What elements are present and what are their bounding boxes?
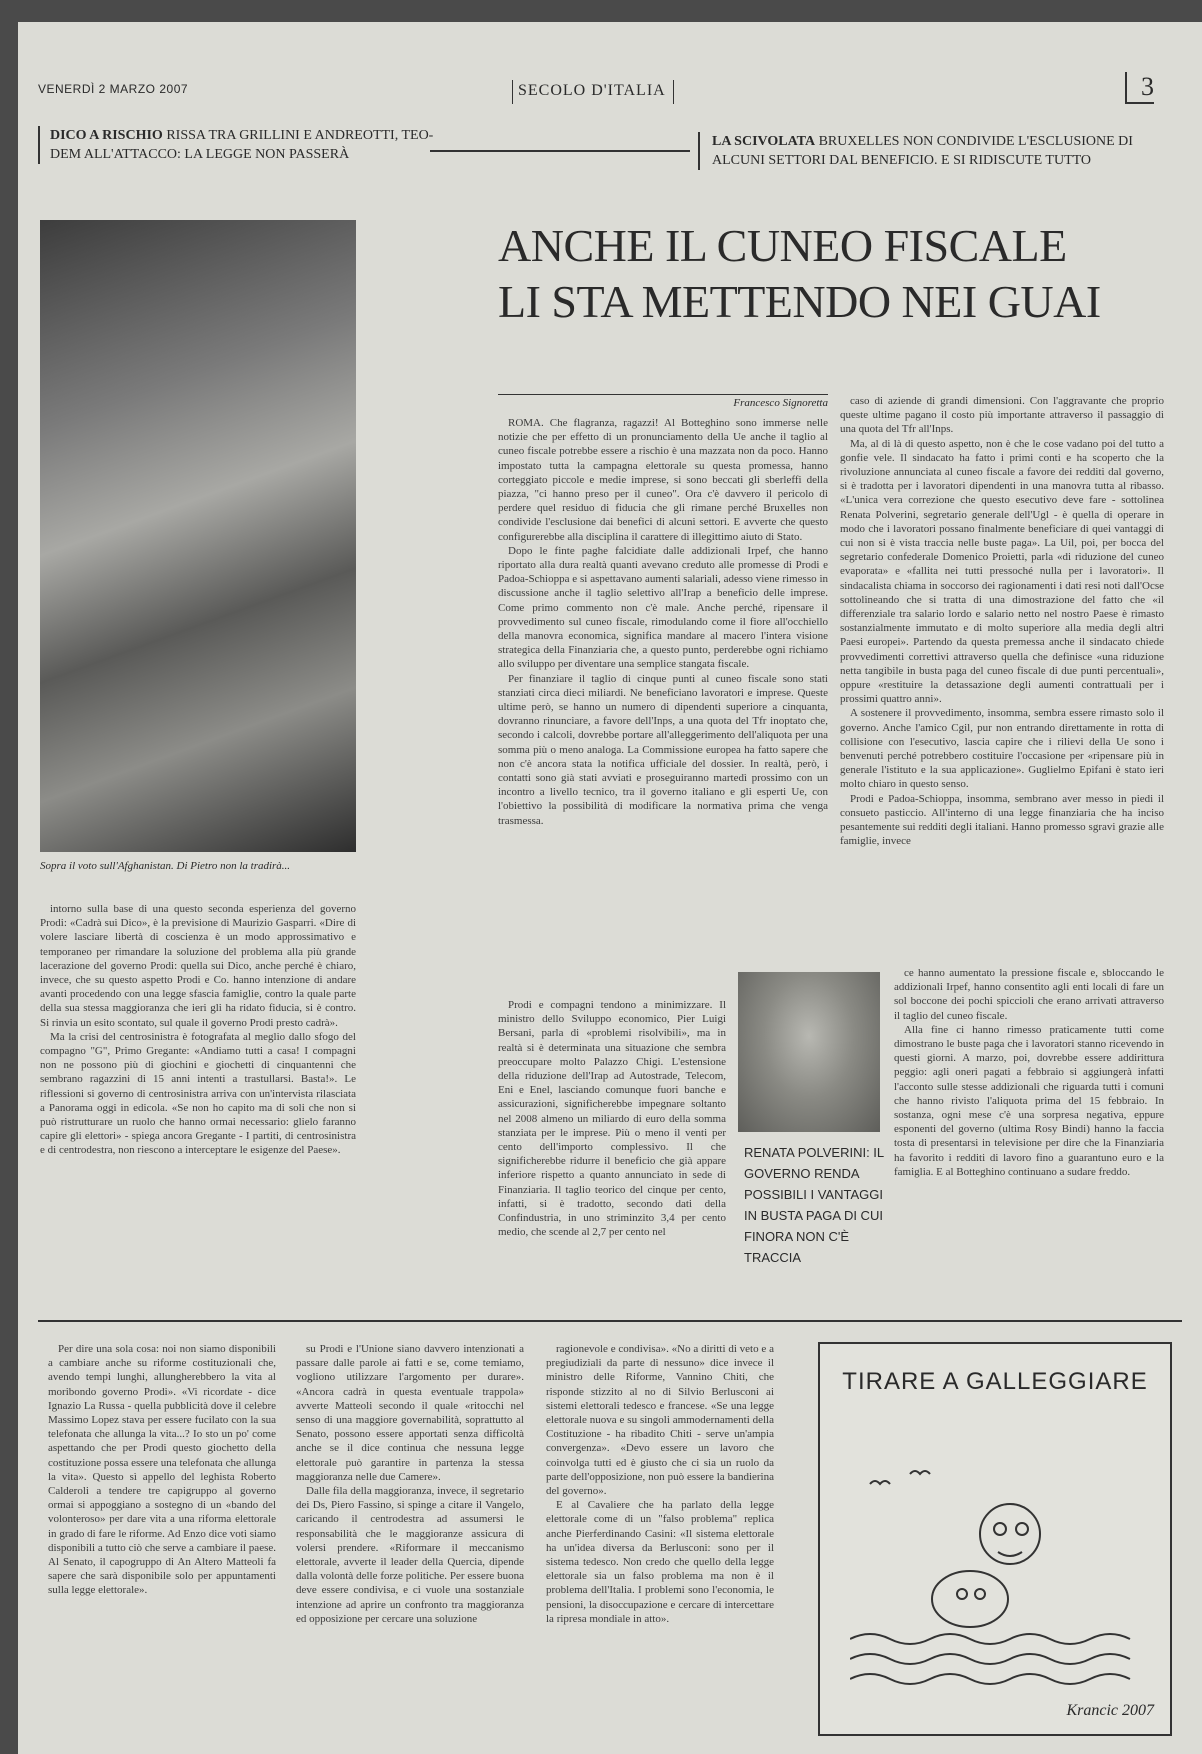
paragraph: ragionevole e condivisa». «No a diritti di veto e a pregiudiziali da parte di nessuno» dice invece il ministro delle Riforme, Vannino Chiti, che risponde stizzito al no di Silvio Berlusconi ai sistemi elettorali tedesco e francese. «Se una legge elettorale nuova e su singoli ammodernamenti della Costituzione - ha ribadito Chiti - serve un'ampia convergenza». «Devo essere un lavoro che coinvolga tutti ed è giusto che ci sia un ruolo da parte dell'opposizione, non può essere la bandierina del governo». — [546, 1343, 774, 1498]
lower-column-2 — [296, 1342, 524, 1722]
paragraph: Per dire una sola cosa: noi non siamo disponibili a cambiare anche su riforme costituzionali che, avendo tempi lunghi, allungherebbero la vita al moribondo governo Prodi». «Vi ricordate - dice Ignazio La Russa - quella pubblicità dove il celebre Massimo Lopez stava per essere fucilato con la sua telefonata che allunga la vita...? Io sto un po' come aspettando che per Prodi questo giochetto della costituzione possa essere una telefonata che allunga la vita». Questo sì appello del leghista Roberto Calderoli a tendere tre capigruppo al governo ormai si appoggiano a sostegno di un «bando del volonteroso» per dare vita a una riforma elettorale in grado di fare le riforme. Ad Enzo dice voti siamo disponibili a tutto ciò che serve a cambiare il paese. Al Senato, il capogruppo di An Altero Matteoli fa sapere che sarà disponibile solo per appuntamenti sulla legge elettorale». — [48, 1343, 276, 1597]
newspaper-page — [18, 22, 1202, 1754]
paragraph: ROMA. Che flagranza, ragazzi! Al Botteghino sono immerse nelle notizie che per effetto di un pronunciamento della Ue anche il taglio al cuneo fiscale potrebbe essere a rischio è una mazzata non da poco. Hanno impostato tutta la campagna elettorale su questa promessa, hanno corteggiato piccole e medie imprese, si sono beccati gli sberleffi della piazza, "ci hanno preso per il cuneo". Ora c'è davvero il pericolo di perdere quel residuo di fiducia che gli rimane perché Bruxelles non condivide l'esclusione dai benefici di alcuni settori. E avverte che questo configurerebbe alla disciplina il carattere di illegittimo aiuto di Stato. — [498, 417, 828, 543]
paragraph: Prodi e Padoa-Schioppa, insomma, sembrano aver messo in piedi il consueto pasticcio. All'interno di una legge finanziaria che ha inciso pesantemente sui redditi degli italiani. Hanno promesso sgravi grazie alle famiglie, invece — [840, 792, 1164, 848]
caricature-figure — [932, 1571, 1008, 1627]
paragraph: Per finanziare il taglio di cinque punti al cuneo fiscale sono stati stanziati circa dieci miliardi. Ne beneficiano lavoratori e imprese. Queste ultime però, se hanno un numero di dipendenti superiore a cinquanta, dovranno rinunciare, a favore dell'Inps, a una quota del Tfr inoptato che, secondo i calcoli, dovrebbe portare all'alleggerimento dell'aliquota per una somma più o meno analoga. La Commissione europea ha fatto sapere che non c'è ancora stata la notifica ufficiale del dossier. In realtà, però, i contatti sono già stati avviati e proseguiranno martedì prossimo con un incontro a livello tecnico, tra il governo italiano e gli esperti Ue, con l'obiettivo la possibilità di modificare la normativa prima che venga trasmessa. — [498, 672, 828, 827]
article-column-1 — [498, 416, 828, 996]
side-article-column — [40, 902, 356, 1302]
kicker-left-text: RISSA TRA GRILLINI E ANDREOTTI, TEO-DEM ALL'ATTACCO: LA LEGGE NON PASSERÀ — [50, 128, 434, 162]
paragraph: Ma, al di là di questo aspetto, non è che le cose vadano poi del tutto a gonfie vele. Il sindacato ha fatto i primi conti e ha scoperto che la rivoluzione annunciata al cuneo fiscale a favore dei redditi dal governo, si è tradotta per i lavoratori dipendenti in una manovra tutta al ribasso. «L'unica vera correzione che questo esecutivo deve fare - sottolinea Renata Polverini, segretario generale dell'Ugl - è quella di operare in modo che i lavoratori possano finalmente beneficiare di quei vantaggi di cui non si è vista traccia nelle buste paga». La Uil, poi, per bocca del segretario confederale Domenico Proietti, parla «di riduzione del cuneo evaporata» e «fallita nei tutti pressoché nulla per i lavoratori». Il sindacalista chiama in soccorso dei ragionamenti i dati resi noti dall'Ocse sottolineando che si tratta di una dimostrazione del fatto che «il differenziale tra salario lordo e salario netto nel nostro Paese è rimasto sostanzialmente immutato e di molto superiore alla media degli altri Paesi europei». Partendo da questa premessa anche il sindacato chiede provvedimenti correttivi attraverso quella che definisce «una riduzione netta tangibile in busta paga del cuneo fiscale di due punti percentuali», oppure «restituire la detassazione degli aumenti contrattuali per i prossimi quattro anni». — [840, 437, 1164, 706]
paragraph: E al Cavaliere che ha parlato della legge elettorale come di un "falso problema" replica anche Pierferdinando Casini: «Il sistema elettorale ha un'idea diversa da Berlusconi: sono per il sistema tedesco. Non credo che quello della legge elettorale sia un falso problema ma non è il problema dell'Italia. I problemi sono l'economia, le pensioni, la disoccupazione e cercare di intercettare la ripresa mondiale in atto». — [546, 1499, 774, 1625]
article-column-1b — [498, 998, 726, 1298]
lower-column-1 — [48, 1342, 276, 1722]
paragraph: intorno sulla base di una questo seconda esperienza del governo Prodi: «Cadrà sui Dico», è la previsione di Maurizio Gasparri. «Dire di volere lasciare libertà di coscienza è un modo approssimativo e temporaneo per rimandare la soluzione del problema alla più grande lacerazione del governo Prodi: quella sui Dico, anche perché è chiaro, invece, che su questo aspetto Prodi e Co. hanno intenzione di andare avanti procedendo con una legge sfascia famiglie, contro la quale parte della sua stessa maggioranza che ieri gli ha ridato fiducia, si è contro. Si rinvia un esito scontato, sul quale il governo Prodi presto cadrà». — [40, 903, 356, 1029]
cartoon-drawing — [850, 1424, 1140, 1694]
kicker-right-label: LA SCIVOLATA — [712, 134, 816, 149]
kicker-left-label: DICO A RISCHIO — [50, 128, 163, 143]
paragraph: su Prodi e l'Unione siano davvero intenzionati a passare dalle parole ai fatti e se, come temiamo, vogliono utilizzare l'argomento per durare». «Ancora cadrà in questa eventuale trappola» avverte Matteoli secondo il quale «ritocchi nel senso di una maggiore governabilità, soprattutto al Senato, possono essere apportati senza difficoltà anche se il dice continua che nessuna legge elettorale può garantire in partenza la stessa maggioranza nelle due Camere». — [296, 1343, 524, 1483]
kicker-right — [698, 132, 1182, 170]
portrait-caption: RENATA POLVERINI: IL GOVERNO RENDA POSSIBILI I VANTAGGI IN BUSTA PAGA DI CUI FINORA NON C'È TRACCIA — [744, 1145, 884, 1265]
article-column-2b — [894, 966, 1164, 1298]
paragraph: ce hanno aumentato la pressione fiscale e, sbloccando le addizionali Irpef, hanno consentito agli enti locali di fare un sol boccone dei pochi spiccioli che erano arrivati attraverso il taglio del cuneo fiscale. — [894, 967, 1164, 1022]
page-number: 3 — [1125, 72, 1154, 104]
paper-name: SECOLO D'ITALIA — [518, 82, 666, 99]
paragraph: Prodi e compagni tendono a minimizzare. Il ministro dello Sviluppo economico, Pier Luigi Bersani, parla di «problemi risolvibili», ma in realtà si è determinata una situazione che sembra preoccupare molto Palazzo Chigi. L'estensione della riduzione dell'Irap ad Autostrade, Telecom, Eni e Enel, lasciando comunque fuori banche e assicurazioni, significherebbe impegnare soltanto nel 2008 almeno un miliardo di euro della somma stanziata per le imprese. Più o meno il venti per cento dell'importo complessivo. Il che significherebbe ridurre il beneficio che già appare inferiore rispetto a quanto annunciato in sede di Finanziaria. Il taglio teorico del cinque per cento, infatti, si è tradotto, secondo dati della Confindustria, in uno striminzito 3,4 per cento medio, che scende al 2,7 per cento nel — [498, 999, 726, 1239]
headline — [498, 218, 1178, 330]
issue-date: VENERDÌ 2 MARZO 2007 — [38, 82, 189, 96]
section-divider — [38, 1320, 1182, 1322]
wave-line — [850, 1654, 1130, 1664]
paragraph: Ma la crisi del centrosinistra è fotografata al meglio dallo sfogo del compagno "G", Primo Gregante: «Andiamo tutti a casa! I compagni non ne possono più di giochini e giochetti di cinquantenni che sembrano ragazzini di 15 anni intenti a trastullarsi. Basta!». Le riflessioni si governo di centrosinistra arriva con un'intervista rilasciata a Panorama oggi in edicola. «Se non ho capito ma di soli che non si può ristrutturare un ruolo che hanno ormai necessario: glielo faranno capire gli elettori» - spiega ancora Gregante - I partiti, di centrosinistra e di centrodestra, non riescono a interceptare le esigenze del Paese». — [40, 1030, 356, 1157]
photo-caption: Sopra il voto sull'Afghanistan. Di Pietro non la tradirà... — [40, 860, 291, 872]
masthead — [28, 62, 1182, 101]
wave-line — [850, 1634, 1130, 1644]
cartoonist-signature: Krancic 2007 — [1066, 1702, 1154, 1719]
wave-line — [850, 1674, 1130, 1684]
paragraph: Alla fine ci hanno rimesso praticamente tutti come dimostrano le buste paga che i lavoratori stanno ricevendo in questi giorni. A marzo, poi, dovrebbe essere addirittura peggio: agli oneri pagati a febbraio si aggiungerà infatti l'acconto sulle stesse addizionali che riguarda tutti i comuni che hanno rivisto l'aliquota prima del 15 febbraio. In sostanza, ogni mese c'è una sorpresa negativa, eppure esponenti del governo (ultima Rosy Bindi) hanno la faccia tosta di presentarsi in televisione per dire che la Finanziaria ha favorito i redditi di lavoro fino a guarantuno euro e la famiglia. E al Botteghino continuano a sudare freddo. — [894, 1023, 1164, 1178]
paragraph: caso di aziende di grandi dimensioni. Con l'aggravante che proprio queste ultime pagano il costo più importante attraverso il passaggio di una quota del Tfr all'Inps. — [840, 395, 1164, 436]
kicker-left — [38, 126, 450, 164]
polverini-portrait — [738, 972, 880, 1132]
paragraph: Dalle fila della maggioranza, invece, il segretario dei Ds, Piero Fassino, si spinge a citare il Vangelo, caricando il centrodestra ad assumersi le responsabilità che le maggioranze assicura di volersi prendere. «Riformare il meccanismo elettorale, avverte il leader della Quercia, dipende dalla volontà delle forze politiche. Per essere buona deve essere condivisa, e ci vuole una sostanziale intenzione ad aprire un confronto tra maggioranza ed opposizione per cercare una soluzione — [296, 1485, 524, 1625]
editorial-cartoon — [818, 1342, 1172, 1736]
kicker-divider — [430, 150, 690, 152]
lower-column-3 — [546, 1342, 774, 1722]
headline-line-1: ANCHE IL CUNEO FISCALE — [498, 220, 1067, 271]
cartoon-title: TIRARE A GALLEGGIARE — [842, 1368, 1148, 1395]
bird-icon — [910, 1471, 930, 1474]
paragraph: A sostenere il provvedimento, insomma, sembra essere rimasto solo il governo. Anche l'amico Cgil, pur non entrando direttamente in rotta di collisione con l'esecutivo, lascia capire che i rilievi della Ue sono i benvenuti perché potrebbero costituire l'occasione per «ripensare più in generale l'istituto e la sua applicazione». Guglielmo Epifani è stato ieri molto chiaro in questo senso. — [840, 707, 1164, 791]
kicker-right-text: BRUXELLES NON CONDIVIDE L'ESCLUSIONE DI ALCUNI SETTORI DAL BENEFICIO. E SI RIDISCUTE TUTTO — [712, 134, 1133, 168]
bird-icon — [870, 1481, 890, 1484]
paragraph: Dopo le finte paghe falcidiate dalle addizionali Irpef, che hanno riportato alla dura realtà quanti avevano creduto alle promesse di Prodi e Padoa-Schioppa e si aspettavano aumenti salariali, adesso viene rimesso in discussione anche il taglio selettivo all'Irap a beneficio delle imprese. Come primo commento non c'è male. Anche perché, ripensare il provvedimento sul cuneo fiscale, rimodulando come il fiore all'occhiello della manovra economica, significa mandare al macero l'intera visione strategica della Finanziaria che, a questo punto, perderebbe ogni richiamo allo sviluppo per diventare una semplice stangata fiscale. — [498, 544, 828, 671]
article-column-2 — [840, 394, 1164, 964]
parliament-photo — [40, 220, 356, 852]
byline: Francesco Signoretta — [498, 394, 828, 409]
headline-line-2: LI STA METTENDO NEI GUAI — [498, 276, 1101, 327]
